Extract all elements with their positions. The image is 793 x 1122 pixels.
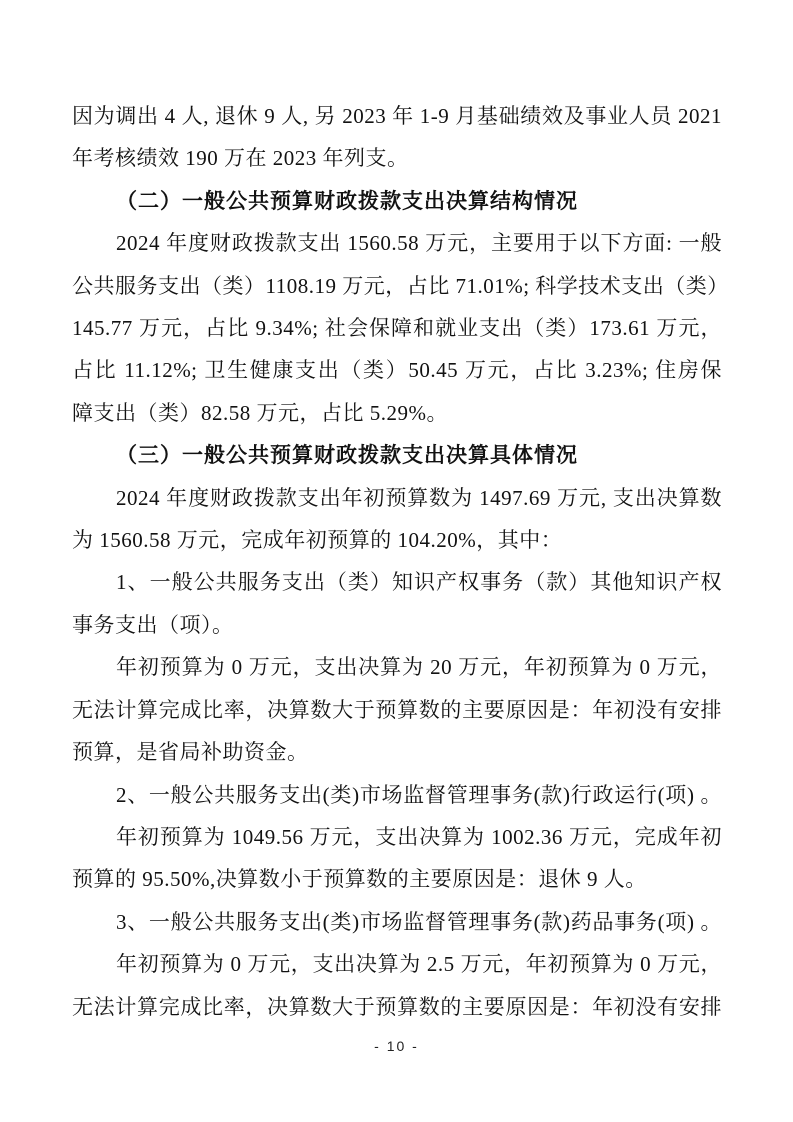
text-line: 障支出（类）82.58 万元，占比 5.29%。 bbox=[72, 400, 448, 425]
page-number: - 10 - bbox=[374, 1038, 419, 1054]
text-line: 年初预算为 0 万元，支出决算为 2.5 万元，年初预算为 0 万元， bbox=[116, 952, 722, 977]
text-line: 无法计算完成比率，决算数大于预算数的主要原因是：年初没有安排 bbox=[72, 994, 722, 1019]
text-line: 年初预算为 1049.56 万元，支出决算为 1002.36 万元，完成年初 bbox=[116, 824, 722, 849]
text-line: 事务支出（项）。 bbox=[72, 612, 234, 637]
text-line: 无法计算完成比率，决算数大于预算数的主要原因是：年初没有安排 bbox=[72, 697, 722, 722]
text-line: 预算，是省局补助资金。 bbox=[72, 740, 309, 765]
text-line: 2、一般公共服务支出(类)市场监督管理事务(款)行政运行(项) 。 bbox=[116, 782, 722, 807]
text-line: 3、一般公共服务支出(类)市场监督管理事务(款)药品事务(项) 。 bbox=[116, 909, 722, 934]
text-line: 预算的 95.50%,决算数小于预算数的主要原因是：退休 9 人。 bbox=[72, 867, 647, 892]
text-line: 年考核绩效 190 万在 2023 年列支。 bbox=[72, 146, 409, 171]
text-line: 1、一般公共服务支出（类）知识产权事务（款）其他知识产权 bbox=[116, 570, 722, 595]
section-heading: （二）一般公共预算财政拨款支出决算结构情况 bbox=[116, 188, 578, 213]
text-line: 2024 年度财政拨款支出 1560.58 万元，主要用于以下方面: 一般 bbox=[116, 231, 722, 256]
text-line: 145.77 万元，占比 9.34%; 社会保障和就业支出（类）173.61 万元， bbox=[72, 316, 722, 341]
section-heading: （三）一般公共预算财政拨款支出决算具体情况 bbox=[116, 443, 578, 468]
text-line: 年初预算为 0 万元，支出决算为 20 万元，年初预算为 0 万元， bbox=[116, 655, 722, 680]
text-line: 为 1560.58 万元，完成年初预算的 104.20%，其中： bbox=[72, 528, 563, 553]
text-line: 公共服务支出（类）1108.19 万元，占比 71.01%; 科学技术支出（类） bbox=[72, 273, 729, 298]
text-line: 占比 11.12%; 卫生健康支出（类）50.45 万元，占比 3.23%; 住房保 bbox=[72, 358, 722, 383]
document-body bbox=[72, 95, 729, 1028]
text-line: 2024 年度财政拨款支出年初预算数为 1497.69 万元, 支出决算数 bbox=[116, 485, 722, 510]
text-line: 因为调出 4 人, 退休 9 人, 另 2023 年 1-9 月基础绩效及事业人员 2021 bbox=[72, 104, 722, 128]
